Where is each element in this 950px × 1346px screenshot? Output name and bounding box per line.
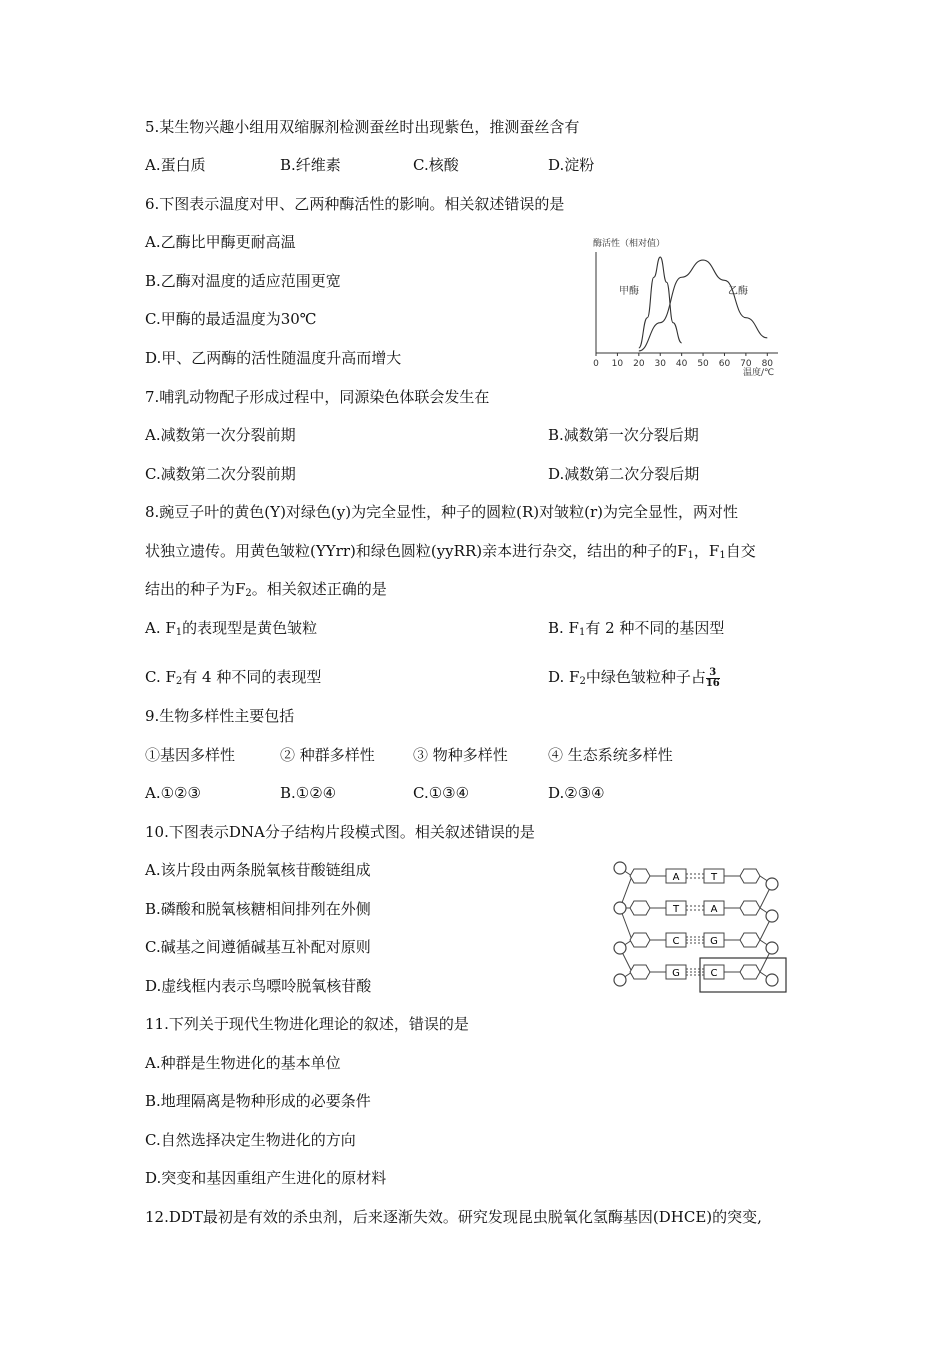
q6-option-c: C.甲酶的最适温度为30℃ (145, 310, 317, 328)
q7-option-a: A.减数第一次分裂前期 (145, 426, 296, 444)
q9-option-a: A.①②③ (145, 784, 201, 802)
q11-stem: 11.下列关于现代生物进化理论的叙述，错误的是 (145, 1015, 469, 1033)
base-label: A (672, 872, 680, 883)
right-backbone (760, 876, 772, 980)
q6-option-b: B.乙酶对温度的适应范围更宽 (145, 272, 341, 290)
dna-structure-diagram (610, 858, 790, 998)
q10-option-d: D.虚线框内表示鸟嘌呤脱氧核苷酸 (145, 977, 372, 995)
left-backbone (620, 868, 632, 980)
q8-option-b: B. $F_1$有 2 种不同的基因型 (548, 619, 725, 638)
x-tick-label: 0 (593, 359, 599, 369)
x-axis-label: 温度/℃ (743, 368, 775, 378)
x-tick-label: 70 (740, 359, 752, 369)
base-label: A (710, 904, 718, 915)
series-label-jia: 甲酶 (619, 286, 639, 297)
q10-stem: 10.下图表示DNA分子结构片段模式图。相关叙述错误的是 (145, 823, 535, 841)
deoxyribose-left (630, 933, 650, 947)
base-pair-row (630, 933, 760, 947)
q5-option-c: C.核酸 (413, 156, 459, 174)
base-label: C (672, 936, 680, 947)
x-tick-label: 20 (633, 359, 645, 369)
q9-stem: 9.生物多样性主要包括 (145, 707, 295, 725)
x-tick-label: 40 (675, 359, 688, 369)
x-tick-label: 10 (611, 359, 624, 369)
deoxyribose-right (740, 869, 760, 883)
q8-option-c: C. $F_2$有 4 种不同的表现型 (145, 668, 322, 687)
x-tick-label: 30 (654, 359, 666, 369)
q9-option-d: D.②③④ (548, 784, 605, 802)
chart-title: 酶活性（相对值） (593, 239, 666, 249)
x-tick-label: 50 (697, 359, 709, 369)
q6-option-a: A.乙酶比甲酶更耐高温 (145, 233, 296, 251)
series-line-yi (639, 260, 767, 351)
q5-stem: 5.某生物兴趣小组用双缩脲剂检测蚕丝时出现紫色，推测蚕丝含有 (145, 118, 580, 136)
q6-option-d: D.甲、乙两酶的活性随温度升高而增大 (145, 349, 402, 367)
base-pair-row (630, 965, 760, 979)
q9-item-4: ④ 生态系统多样性 (548, 746, 673, 764)
q5-option-a: A.蛋白质 (145, 156, 206, 174)
deoxyribose-left (630, 965, 650, 979)
q12-stem: 12.DDT最初是有效的杀虫剂，后来逐渐失效。研究发现昆虫脱氧化氢酶基因(DHCE)的突变, (145, 1208, 762, 1226)
phosphate-circle (614, 862, 626, 874)
phosphate-circle (614, 902, 626, 914)
fraction-3-16: $\frac{3}{16}$ (705, 666, 720, 689)
q8-stem-line3: 结出的种子为$F_2$。相关叙述正确的是 (145, 580, 387, 599)
base-label: C (710, 968, 718, 979)
deoxyribose-right (740, 933, 760, 947)
q9-item-3: ③ 物种多样性 (413, 746, 508, 764)
q9-option-c: C.①③④ (413, 784, 470, 802)
q8-option-d: D. $F_2$中绿色皱粒种子占 $\frac{3}{16}$ (548, 666, 720, 689)
q5-option-b: B.纤维素 (280, 156, 341, 174)
phosphate-circle (614, 942, 626, 954)
base-label: G (672, 968, 680, 979)
q11-option-c: C.自然选择决定生物进化的方向 (145, 1131, 356, 1149)
deoxyribose-left (630, 901, 650, 915)
deoxyribose-right (740, 965, 760, 979)
q11-option-b: B.地理隔离是物种形成的必要条件 (145, 1092, 371, 1110)
q10-option-a: A.该片段由两条脱氧核苷酸链组成 (145, 861, 371, 879)
phosphate-circle (766, 878, 778, 890)
q7-option-d: D.减数第二次分裂后期 (548, 465, 700, 483)
q10-option-b: B.磷酸和脱氧核糖相间排列在外侧 (145, 900, 371, 918)
q7-stem: 7.哺乳动物配子形成过程中，同源染色体联会发生在 (145, 388, 490, 406)
q8-option-a: A. $F_1$的表现型是黄色皱粒 (145, 619, 318, 638)
q8-stem-line2: 状独立遗传。用黄色皱粒(YYrr)和绿色圆粒(yyRR)亲本进行杂交，结出的种子的$F_1$，$F_1$自交 (145, 542, 756, 561)
base-label: T (672, 904, 680, 915)
x-tick-label: 80 (761, 359, 774, 369)
q9-item-2: ② 种群多样性 (280, 746, 375, 764)
base-label: T (710, 872, 718, 883)
q11-option-a: A.种群是生物进化的基本单位 (145, 1054, 341, 1072)
q9-option-b: B.①②④ (280, 784, 337, 802)
deoxyribose-left (630, 869, 650, 883)
q7-option-b: B.减数第一次分裂后期 (548, 426, 699, 444)
phosphate-circle (766, 910, 778, 922)
base-label: G (710, 936, 718, 947)
x-tick-label: 60 (718, 359, 731, 369)
base-pair-row (630, 901, 760, 915)
q7-option-c: C.减数第二次分裂前期 (145, 465, 296, 483)
q8-stem-line1: 8.豌豆子叶的黄色(Y)对绿色(y)为完全显性，种子的圆粒(R)对皱粒(r)为完全显性，两对性 (145, 503, 738, 521)
series-label-yi: 乙酶 (728, 286, 748, 297)
base-pair-row (630, 869, 760, 883)
q6-stem: 6.下图表示温度对甲、乙两种酶活性的影响。相关叙述错误的是 (145, 195, 565, 213)
phosphate-circle (766, 974, 778, 986)
deoxyribose-right (740, 901, 760, 915)
q9-item-1: ①基因多样性 (145, 746, 236, 764)
phosphate-circle (614, 974, 626, 986)
phosphate-circle (766, 942, 778, 954)
q11-option-d: D.突变和基因重组产生进化的原材料 (145, 1169, 387, 1187)
q5-option-d: D.淀粉 (548, 156, 595, 174)
q10-option-c: C.碱基之间遵循碱基互补配对原则 (145, 938, 371, 956)
base-pairs (630, 869, 760, 979)
series-line-jia (639, 257, 682, 348)
enzyme-activity-chart (585, 228, 785, 380)
